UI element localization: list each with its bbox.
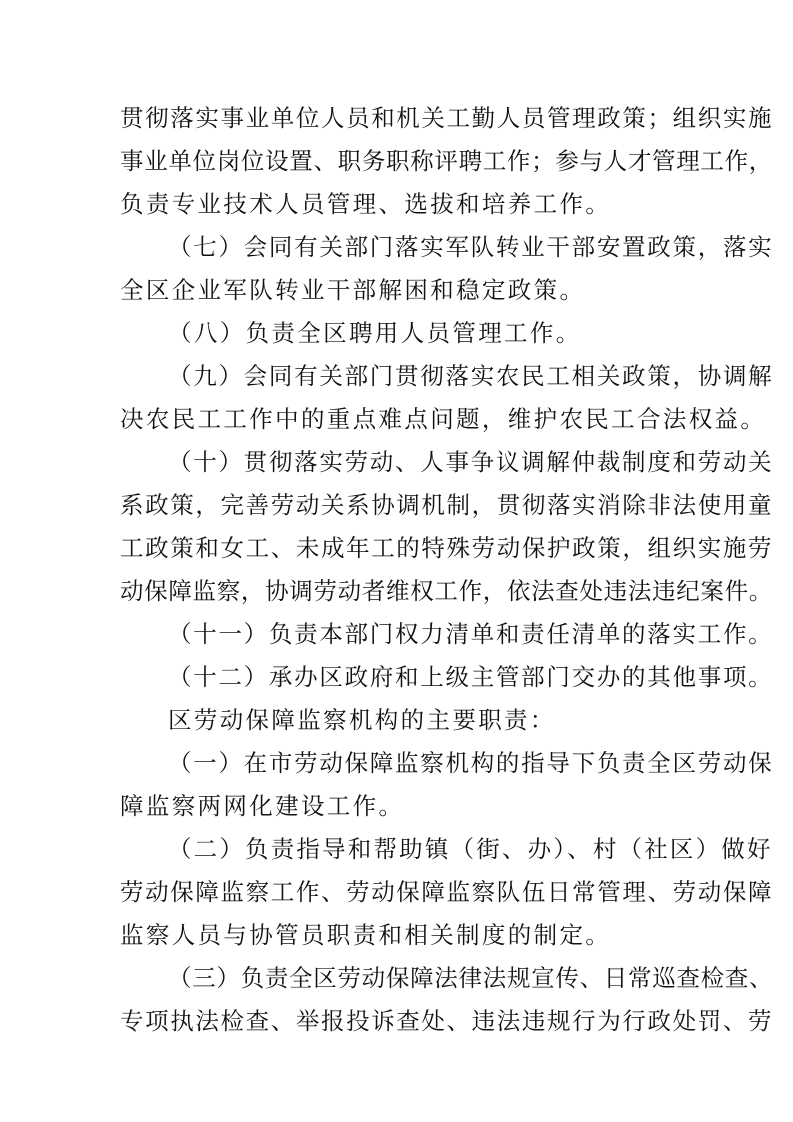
body-text-line: 贯彻落实事业单位人员和机关工勤人员管理政策；组织实施 — [120, 104, 774, 132]
section-heading: 区劳动保障监察机构的主要职责： — [168, 706, 556, 734]
body-text-line: 工政策和女工、未成年工的特殊劳动保护政策，组织实施劳 — [120, 534, 774, 562]
body-text-line: 动保障监察，协调劳动者维权工作，依法查处违法违纪案件。 — [120, 577, 773, 605]
paragraph-heading-12: （十二）承办区政府和上级主管部门交办的其他事项。 — [168, 663, 774, 691]
body-text-line: 障监察两网化建设工作。 — [120, 792, 405, 820]
body-text-line: 系政策，完善劳动关系协调机制，贯彻落实消除非法使用童 — [120, 491, 774, 519]
paragraph-heading-2: （二）负责指导和帮助镇（街、办）、村（社区）做好 — [168, 835, 773, 863]
body-text-line: 决农民工工作中的重点难点问题，维护农民工合法权益。 — [120, 405, 767, 433]
paragraph-heading-9: （九）会同有关部门贯彻落实农民工相关政策，协调解 — [168, 362, 774, 390]
paragraph-heading-11: （十一）负责本部门权力清单和责任清单的落实工作。 — [168, 620, 774, 648]
paragraph-heading-7: （七）会同有关部门落实军队转业干部安置政策，落实 — [168, 233, 774, 261]
body-text-line: 事业单位岗位设置、职务职称评聘工作；参与人才管理工作， — [120, 147, 773, 175]
body-text-line: 劳动保障监察工作、劳动保障监察队伍日常管理、劳动保障 — [120, 878, 774, 906]
paragraph-heading-10: （十）贯彻落实劳动、人事争议调解仲裁制度和劳动关 — [168, 448, 774, 476]
body-text-line: 专项执法检查、举报投诉查处、违法违规行为行政处罚、劳 — [120, 1007, 774, 1035]
paragraph-heading-8: （八）负责全区聘用人员管理工作。 — [168, 319, 582, 347]
body-text-line: 监察人员与协管员职责和相关制度的制定。 — [120, 921, 612, 949]
paragraph-heading-3: （三）负责全区劳动保障法律法规宣传、日常巡查检查、 — [168, 964, 774, 992]
body-text-line: 负责专业技术人员管理、选拔和培养工作。 — [120, 190, 612, 218]
body-text-line: 全区企业军队转业干部解困和稳定政策。 — [120, 276, 586, 304]
paragraph-heading-1: （一）在市劳动保障监察机构的指导下负责全区劳动保 — [168, 749, 774, 777]
